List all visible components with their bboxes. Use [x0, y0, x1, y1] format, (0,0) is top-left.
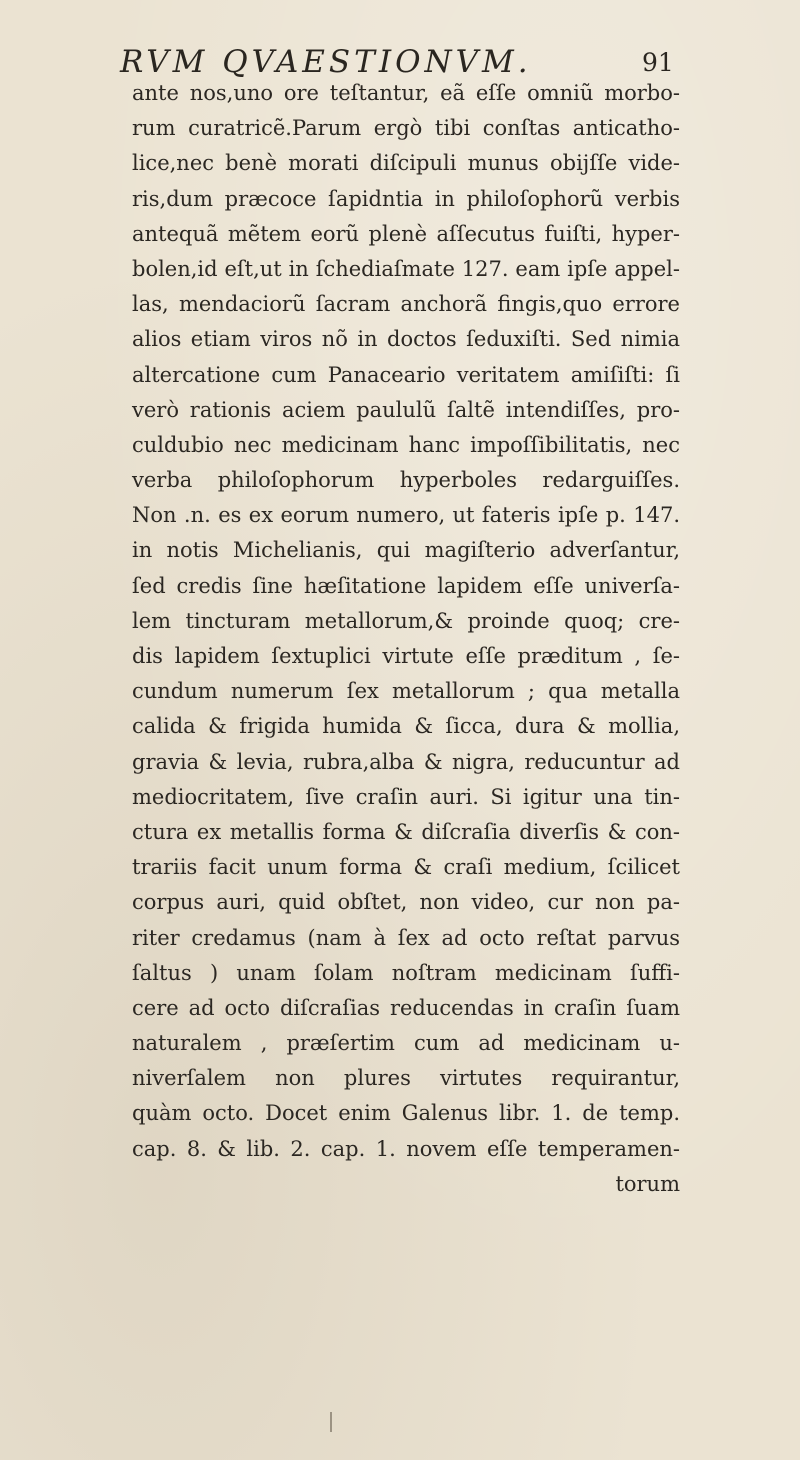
text-line: rum curatricẽ.Parum ergò tibi conſtas anticatho- — [132, 116, 680, 141]
body-text — [132, 76, 680, 1202]
text-line: ſaltus ) unam ſolam noſtram medicinam ſuffi- — [132, 960, 680, 985]
text-line: ctura ex metallis forma & diſcraſia diverſis & con- — [132, 819, 680, 844]
text-line: lem tincturam metallorum,& proinde quoq; cre- — [132, 608, 680, 633]
text-line: quàm octo. Docet enim Galenus libr. 1. de temp. — [132, 1101, 680, 1126]
text-line: ſed credis ſine hæſitatione lapidem eſſe univerſa- — [132, 573, 680, 598]
paper-blemish — [330, 1412, 332, 1432]
text-line: Non .n. es ex eorum numero, ut fateris ipſe p. 147. — [132, 503, 680, 528]
text-line: dis lapidem ſextuplici virtute eſſe præditum , ſe- — [132, 644, 680, 668]
text-line: culdubio nec medicinam hanc impoſſibilitatis, nec — [132, 432, 680, 457]
text-line: cundum numerum ſex metallorum ; qua metalla — [132, 679, 680, 704]
text-line: verò rationis aciem paululũ ſaltẽ intendiſſes, pro- — [132, 397, 680, 422]
text-line: ante nos,uno ore teſtantur, eã eſſe omniũ morbo- — [132, 81, 680, 105]
catchword: torum — [615, 1171, 680, 1196]
text-line: verba philoſophorum hyperboles redarguiſſes. — [132, 468, 680, 493]
text-line: calida & frigida humida & ſicca, dura & mollia, — [132, 714, 680, 739]
text-line: ris,dum præcoce ſapidntia in philoſophorũ verbis — [132, 186, 680, 211]
text-line: naturalem , præſertim cum ad medicinam u- — [132, 1031, 680, 1056]
text-line: cere ad octo diſcraſias reducendas in craſin ſuam — [132, 995, 680, 1020]
text-line: in notis Michelianis, qui magiſterio adverſantur, — [132, 538, 680, 563]
running-head: RVM QVAESTIONVM. — [120, 44, 532, 80]
text-line: corpus auri, quid obſtet, non video, cur non pa- — [132, 890, 680, 915]
text-line: niverſalem non plures virtutes requirantur, — [132, 1066, 680, 1091]
text-line: riter credamus (nam à ſex ad octo reſtat parvus — [132, 925, 680, 950]
text-line: altercatione cum Panaceario veritatem amiſiſti: ſi — [132, 362, 680, 387]
text-line: alios etiam viros nõ in doctos ſeduxiſti. Sed nimia — [132, 327, 680, 352]
text-line: gravia & levia, rubra,alba & nigra, reducuntur ad — [132, 749, 680, 774]
text-line: antequã mẽtem eorũ plenè aſſecutus fuiſti, hyper- — [132, 221, 680, 246]
text-line: cap. 8. & lib. 2. cap. 1. novem eſſe temperamen- — [132, 1136, 680, 1161]
page-number: 91 — [642, 48, 674, 77]
text-line: mediocritatem, ſive craſin auri. Si igitur una tin- — [132, 784, 680, 809]
text-line: las, mendaciorũ ſacram anchorã fingis,quo errore — [132, 292, 680, 317]
text-line: trariis facit unum forma & craſi medium, ſcilicet — [132, 855, 680, 880]
text-line: lice,nec benè morati diſcipuli munus obijſſe vide- — [132, 151, 680, 176]
text-line: bolen,id eſt,ut in ſchediaſmate 127. eam ipſe appel- — [132, 256, 680, 281]
